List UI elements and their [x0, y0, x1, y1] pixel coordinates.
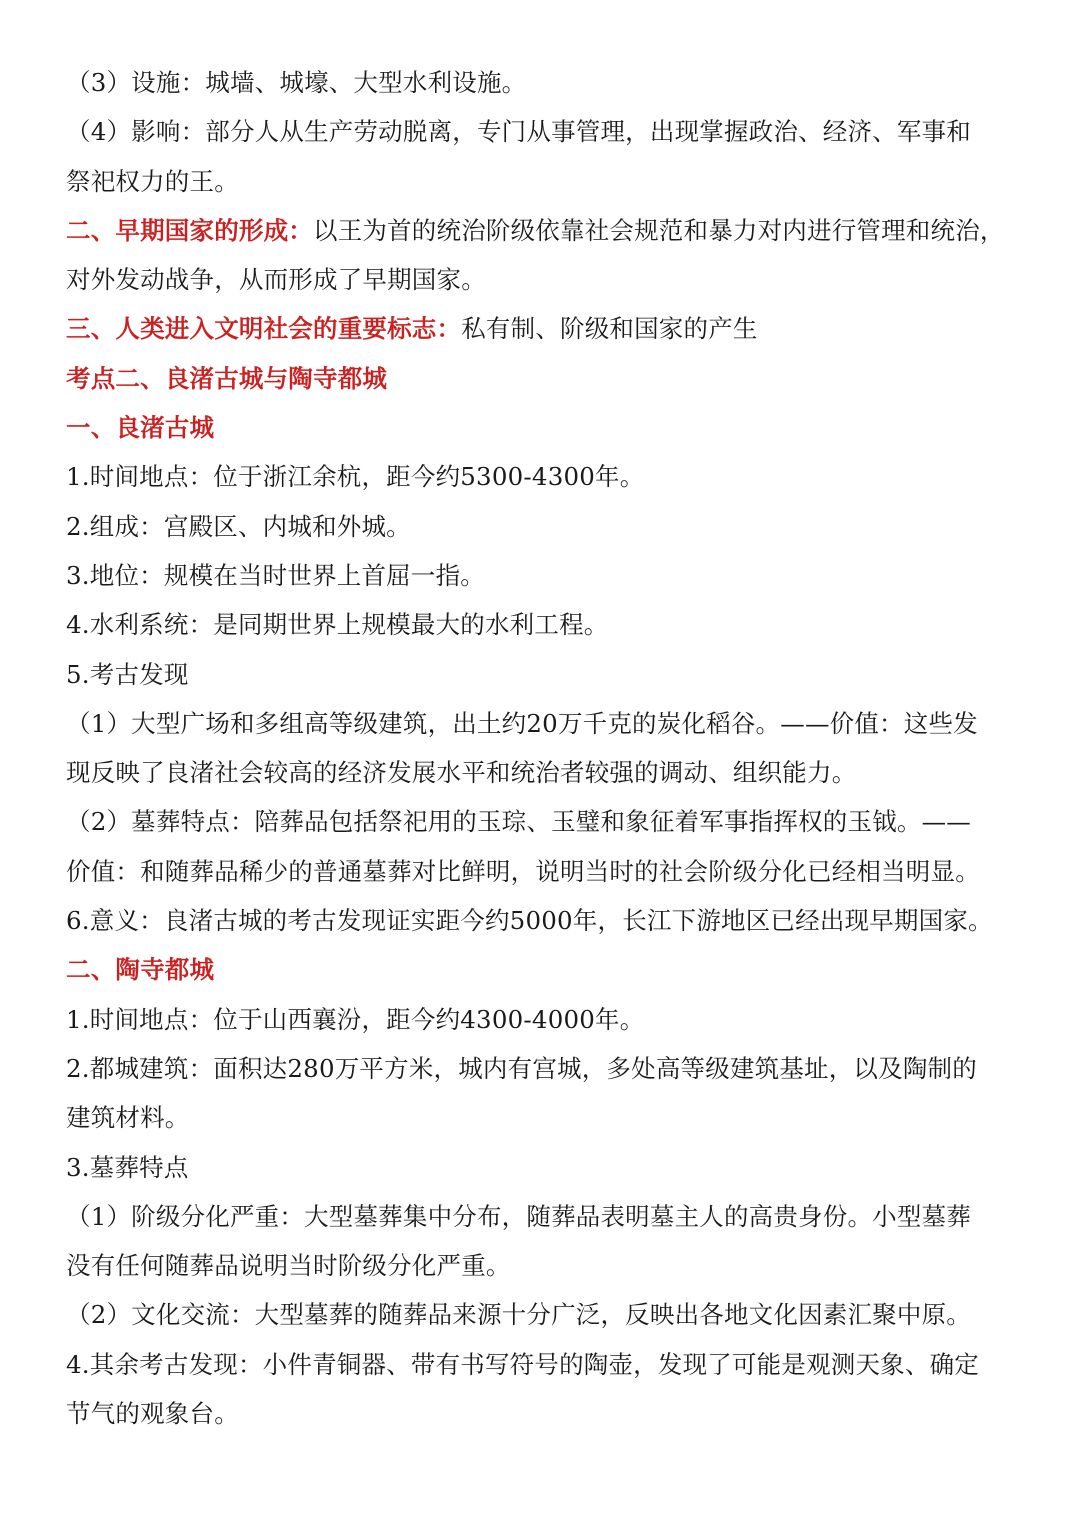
- taosi-architecture: [66, 1044, 1034, 1093]
- heading-text: 考点二、良渚古城与陶寺都城: [66, 363, 388, 393]
- section-liangzhu-heading: [66, 403, 1034, 452]
- liangzhu-finding-1: [66, 699, 1034, 748]
- liangzhu-finding-2: [66, 797, 1034, 846]
- line-text: 私有制、阶级和国家的产生: [461, 314, 758, 344]
- taosi-burial: [66, 1143, 1034, 1192]
- line-text: 建筑材料。: [66, 1103, 190, 1133]
- line-text: 4.水利系统：是同期世界上规模最大的水利工程。: [66, 610, 609, 640]
- liangzhu-significance: [66, 896, 1034, 945]
- line-text: （2）墓葬特点：陪葬品包括祭祀用的玉琮、玉璧和象征着军事指挥权的玉钺。——: [66, 807, 971, 837]
- line-text: 节气的观象台。: [66, 1399, 239, 1429]
- line-text: 4.其余考古发现：小件青铜器、带有书写符号的陶壶，发现了可能是观测天象、确定: [66, 1349, 979, 1379]
- liangzhu-composition: [66, 502, 1034, 551]
- section-taosi-heading: [66, 945, 1034, 994]
- section-civilization-markers: [66, 304, 1034, 353]
- topic-heading: [66, 354, 1034, 403]
- taosi-other-findings-cont: [66, 1389, 1034, 1438]
- line-text: 6.意义：良渚古城的考古发现证实距今约5000年，长江下游地区已经出现早期国家。: [66, 906, 993, 936]
- taosi-burial-1: [66, 1192, 1034, 1241]
- document-page: [66, 58, 1034, 1438]
- line-text: 对外发动战争，从而形成了早期国家。: [66, 265, 486, 295]
- liangzhu-water-system: [66, 600, 1034, 649]
- taosi-burial-1-cont: [66, 1241, 1034, 1290]
- line-text: 祭祀权力的王。: [66, 166, 239, 196]
- line-text: 1.时间地点：位于浙江余杭，距今约5300-4300年。: [66, 462, 645, 492]
- liangzhu-archaeology: [66, 650, 1034, 699]
- liangzhu-finding-2-cont: [66, 847, 1034, 896]
- line-text: 价值：和随葬品稀少的普通墓葬对比鲜明，说明当时的社会阶级分化已经相当明显。: [66, 856, 980, 886]
- line-text: 3.地位：规模在当时世界上首屈一指。: [66, 560, 485, 590]
- text-line-influence: [66, 107, 1034, 156]
- line-text: （1）大型广场和多组高等级建筑，出土约20万千克的炭化稻谷。——价值：这些发: [66, 708, 978, 738]
- line-text: 没有任何随葬品说明当时阶级分化严重。: [66, 1251, 511, 1281]
- line-text: （4）影响：部分人从生产劳动脱离，专门从事管理，出现掌握政治、经济、军事和: [66, 117, 971, 147]
- line-text: （1）阶级分化严重：大型墓葬集中分布，随葬品表明墓主人的高贵身份。小型墓葬: [66, 1201, 971, 1231]
- liangzhu-finding-1-cont: [66, 748, 1034, 797]
- liangzhu-time-place: [66, 452, 1034, 501]
- taosi-burial-2: [66, 1290, 1034, 1339]
- line-text: 2.组成：宫殿区、内城和外城。: [66, 511, 411, 541]
- line-text: （3）设施：城墙、城壕、大型水利设施。: [66, 68, 527, 97]
- taosi-architecture-cont: [66, 1093, 1034, 1142]
- line-text: （2）文化交流：大型墓葬的随葬品来源十分广泛，反映出各地文化因素汇聚中原。: [66, 1300, 971, 1330]
- taosi-time-place: [66, 995, 1034, 1044]
- line-text: 5.考古发现: [66, 659, 189, 689]
- line-text: 2.都城建筑：面积达280万平方米，城内有宫城，多处高等级建筑基址，以及陶制的: [66, 1053, 977, 1083]
- heading-text: 一、良渚古城: [66, 413, 215, 443]
- text-line-early-state-cont: [66, 255, 1034, 304]
- liangzhu-status: [66, 551, 1034, 600]
- line-text: 以王为首的统治阶级依靠社会规范和暴力对内进行管理和统治，: [313, 215, 1005, 245]
- text-line-facilities: [66, 58, 1034, 107]
- section-heading: 三、人类进入文明社会的重要标志：: [66, 314, 462, 344]
- heading-text: 二、陶寺都城: [66, 955, 215, 985]
- text-line-influence-cont: [66, 157, 1034, 206]
- line-text: 1.时间地点：位于山西襄汾，距今约4300-4000年。: [66, 1004, 645, 1034]
- section-early-state-formation: [66, 206, 1034, 255]
- line-text: 现反映了良渚社会较高的经济发展水平和统治者较强的调动、组织能力。: [66, 758, 857, 788]
- line-text: 3.墓葬特点: [66, 1152, 189, 1182]
- section-heading: 二、早期国家的形成：: [66, 215, 313, 245]
- taosi-other-findings: [66, 1340, 1034, 1389]
